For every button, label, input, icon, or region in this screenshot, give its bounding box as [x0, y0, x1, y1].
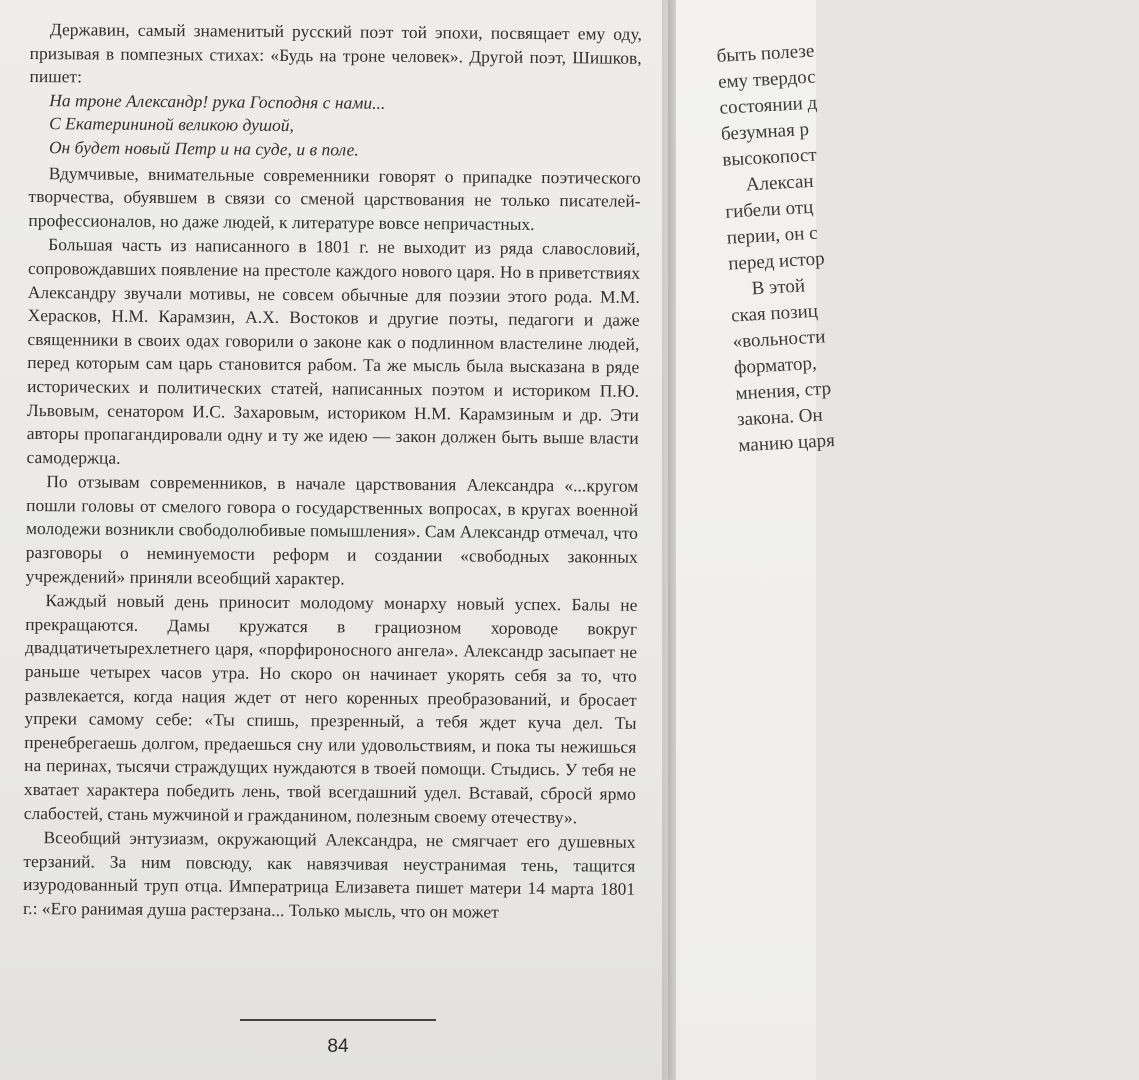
paragraph: По отзывам современников, в начале царствования Александра «...кругом пошли головы от смелого говора о государственных вопросах, в кругах военной молодежи возникли свободолюбивые помышления». Сам Александр отмечал, что разговоры о неминуемости реформ и создании «свободных законных учреждений» приняли всеобщий характер.: [25, 471, 639, 589]
next-page: [676, 0, 836, 1080]
page-body: [23, 18, 642, 925]
paragraph: Вдумчивые, внимательные современники говорят о припадке поэтического творчества, обуявшем в связи со сменой царствования не только писателей-профессионалов, но даже людей, к литературе вовсе непричастных.: [28, 162, 641, 234]
next-page-line: быть полезе: [716, 40, 815, 67]
verse-line: С Екатерининой великою душой,: [49, 113, 295, 136]
next-page-line: закона. Он: [736, 404, 824, 431]
next-page-line: перед истор: [727, 248, 826, 275]
next-page-line: высокопост: [721, 144, 818, 171]
paragraph: Большая часть из написанного в 1801 г. не выходит из ряда славословий, сопровождавших появление на престоле каждого нового царя. Но в приветствиях Александру звучали мотивы, не совсем обычные для поэзии этого рода. М.М. Херасков, Н.М. Карамзин, А.Х. Востоков и другие поэты, педагоги и даже священники в своих одах говорили о законе как о подлинном властелине людей, перед которым сам царь становится рабом. Та же мысль была высказана в ряде исторических и политических статей, написанных поэтом и историком П.Ю. Львовым, сенатором И.С. Захаровым, историком Н.М. Карамзиным и др. Эти авторы пропагандировали одну и ту же идею — закон должен быть выше власти самодержца.: [26, 234, 641, 468]
paragraph: Каждый новый день приносит молодому монарху новый успех. Балы не прекращаются. Дамы кружатся в грациозном хороводе вокруг двадцатичетырехлетнего царя, «порфироносного ангела». Александр засыпает не раньше четырех часов утра. Но скоро он начинает укорять себя за то, что развлекается, когда нация ждет от него коренных преобразований, и бросает упреки самому себе: «Ты спишь, презренный, а тебя ждет куча дел. Ты пренебрегаешь долгом, предаешься сну или удовольствиям, и пока ты нежишься на перинах, тысячи страждущих нуждаются в твоей помощи. Стыдись. У тебя не хватает характера победить лень, твой всегдашний удел. Вставай, сбросй ярмо слабостей, стань мужчиной и гражданином, полезным своему отечеству».: [23, 590, 638, 827]
next-page-line: мнения, стр: [734, 378, 832, 405]
next-page-line: «вольности: [732, 326, 826, 353]
verse-line: Он будет новый Петр и на суде, и в поле.: [48, 137, 359, 160]
next-page-line: гибели отц: [724, 196, 814, 223]
next-page-line: манию царя: [737, 430, 836, 457]
intro-paragraph: Державин, самый знаменитый русский поэт той эпохи, посвящает ему оду, призывая в помпезных стихах: «Будь на троне человек». Другой поэт, Шишков, пишет:: [29, 19, 642, 87]
footer-rule: [240, 1019, 436, 1021]
next-page-line: состоянии д: [719, 92, 818, 119]
next-page-line: ская позиц: [730, 300, 819, 327]
verse-line: На троне Александр! рука Господня с нами...: [49, 89, 386, 113]
next-page-line: Алексан: [745, 170, 815, 196]
next-page-line: форматор,: [733, 352, 818, 379]
verse-quote: [49, 89, 642, 164]
page-number: 84: [327, 1036, 349, 1057]
next-page-body: [716, 22, 1139, 460]
next-page-line: ему твердос: [717, 66, 817, 93]
next-page-line: перии, он с: [726, 222, 819, 249]
next-page-line: безумная р: [720, 118, 810, 145]
paragraph: Всеобщий энтузиазм, окружающий Александра, не смягчает его душевных терзаний. За ним повсюду, как навязчивая неустранимая тень, тащится изуродованный труп отца. Императрица Елизавета пишет матери 14 марта 1801 г.: «Его ранимая душа растерзана... Только мысль, что он может: [22, 827, 636, 922]
next-page-line: В этой: [751, 275, 806, 300]
